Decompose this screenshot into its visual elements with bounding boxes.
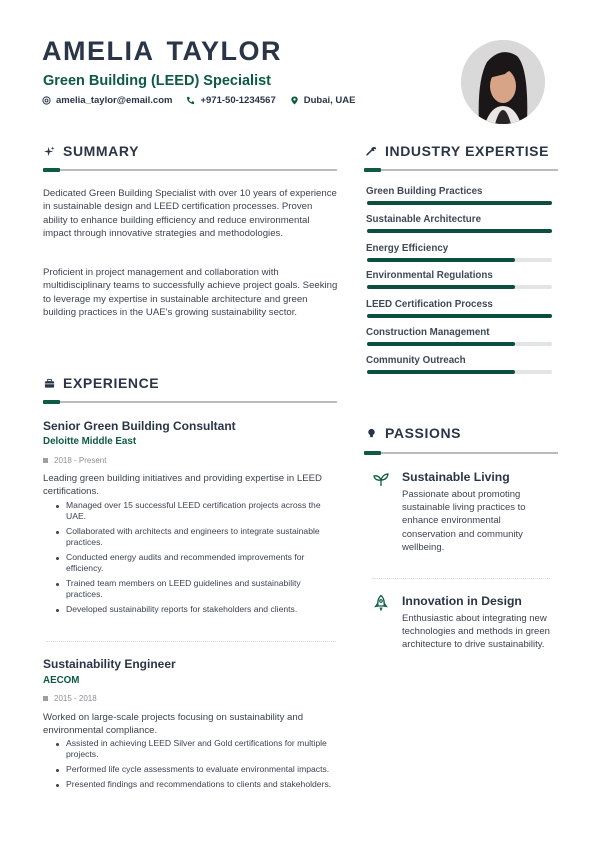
skill-label: Energy Efficiency	[366, 243, 449, 254]
email-text: amelia_taylor@email.com	[56, 95, 173, 106]
map-pin-icon	[290, 96, 299, 105]
skill-label: LEED Certification Process	[366, 299, 493, 310]
skill-item	[366, 355, 552, 374]
at-icon	[42, 96, 51, 105]
passion-title: Innovation in Design	[402, 594, 522, 608]
skill-item	[366, 327, 552, 346]
rocket-icon	[372, 594, 390, 612]
skill-item	[366, 299, 552, 318]
job-bullet: Conducted energy audits and recommended improvements for efficiency.	[66, 552, 338, 574]
summary-heading	[44, 143, 139, 159]
skill-item	[366, 243, 552, 262]
job-dates-1	[43, 456, 106, 465]
profile-photo	[461, 40, 545, 124]
job-bullets-2	[66, 738, 338, 793]
skill-bar-fill	[367, 314, 552, 318]
skill-label: Environmental Regulations	[366, 270, 493, 281]
location-text: Dubai, UAE	[303, 95, 356, 106]
job-bullet: Performed life cycle assessments to evaluate environmental impacts.	[66, 764, 338, 775]
job-dates-2	[43, 694, 97, 703]
expertise-title: INDUSTRY EXPERTISE	[385, 143, 550, 159]
sprout-icon	[372, 470, 390, 488]
passions-heading	[366, 425, 461, 441]
avatar-portrait	[461, 40, 545, 124]
skill-bar-fill	[367, 201, 552, 205]
experience-heading	[44, 375, 159, 391]
job-company-1: Deloitte Middle East	[43, 436, 137, 447]
skill-bar-track	[367, 314, 552, 318]
job-dates-text-1: 2018 - Present	[54, 456, 107, 465]
calendar-icon	[43, 458, 48, 463]
job-bullet: Managed over 15 successful LEED certification projects across the UAE.	[66, 500, 338, 522]
job-bullet: Developed sustainability reports for stakeholders and clients.	[66, 604, 338, 615]
contact-email[interactable]	[42, 95, 172, 106]
job-bullets-1	[66, 500, 338, 618]
job-title-1: Senior Green Building Consultant	[43, 419, 236, 433]
job-bullet: Presented findings and recommendations to clients and stakeholders.	[66, 779, 338, 790]
skill-label: Community Outreach	[366, 355, 466, 366]
summary-divider	[43, 169, 337, 171]
job-separator	[46, 641, 336, 642]
skill-bar-fill	[367, 370, 515, 374]
contact-info	[42, 95, 355, 106]
skill-bar-fill	[367, 229, 552, 233]
skill-label: Green Building Practices	[366, 186, 483, 197]
skill-bar-track	[367, 342, 552, 346]
passions-divider	[364, 452, 558, 454]
skill-bar-fill	[367, 258, 515, 262]
contact-location	[290, 95, 356, 106]
phone-icon	[186, 96, 195, 105]
summary-title: SUMMARY	[63, 143, 140, 159]
job-bullet: Trained team members on LEED guidelines and sustainability practices.	[66, 578, 338, 600]
contact-phone[interactable]	[186, 95, 275, 106]
skill-bar-fill	[367, 285, 515, 289]
skill-label: Sustainable Architecture	[366, 214, 482, 225]
experience-title: EXPERIENCE	[63, 375, 160, 391]
skill-label: Construction Management	[366, 327, 490, 338]
passions-title: PASSIONS	[385, 425, 462, 441]
skill-item	[366, 270, 552, 289]
skill-item	[366, 186, 552, 205]
sparkle-icon	[44, 146, 55, 157]
passion-description: Passionate about promoting sustainable living practices to enhance environmental conservation and community wellbeing.	[402, 489, 526, 553]
candidate-role: Green Building (LEED) Specialist	[43, 73, 272, 89]
summary-paragraph-1: Dedicated Green Building Specialist with over 10 years of experience in sustainable design and LEED certification processes. Proven ability to enhance building efficiency and reduce environmental impact through innovative strategies and methodologies.	[43, 188, 337, 240]
job-bullet: Collaborated with architects and engineers to integrate sustainable practices.	[66, 526, 338, 548]
job-company-2: AECOM	[43, 675, 80, 686]
lightbulb-icon	[366, 428, 377, 439]
skill-bar-track	[367, 229, 552, 233]
skill-bar-track	[367, 201, 552, 205]
skill-item	[366, 214, 552, 233]
passion-separator	[372, 578, 550, 579]
skill-bar-track	[367, 258, 552, 262]
job-description-1: Leading green building initiatives and providing expertise in LEED certifications.	[43, 473, 322, 497]
passion-title: Sustainable Living	[402, 470, 510, 484]
calendar-icon	[43, 696, 48, 701]
summary-paragraph-2: Proficient in project management and collaboration with multidisciplinary teams to successfully achieve project goals. Seeking to leverage my expertise in sustainable architecture and green building practices in the UAE's growing sustainability sector.	[43, 267, 338, 319]
job-title-2: Sustainability Engineer	[43, 657, 176, 671]
job-dates-text-2: 2015 - 2018	[54, 694, 97, 703]
skill-bar-track	[367, 285, 552, 289]
candidate-name: AMELIA TAYLOR	[42, 36, 283, 66]
phone-text: +971-50-1234567	[200, 95, 276, 106]
job-bullet: Assisted in achieving LEED Silver and Gold certifications for multiple projects.	[66, 738, 338, 760]
skill-bar-track	[367, 370, 552, 374]
wrench-icon	[366, 146, 377, 157]
expertise-divider	[364, 169, 558, 171]
experience-divider	[43, 401, 337, 403]
skill-bar-fill	[367, 342, 515, 346]
expertise-heading	[366, 143, 549, 159]
briefcase-icon	[44, 378, 55, 389]
passion-description: Enthusiastic about integrating new technologies and methods in green architecture to drive sustainability.	[402, 613, 550, 651]
job-description-2: Worked on large-scale projects focusing on sustainability and environmental compliance.	[43, 712, 304, 736]
